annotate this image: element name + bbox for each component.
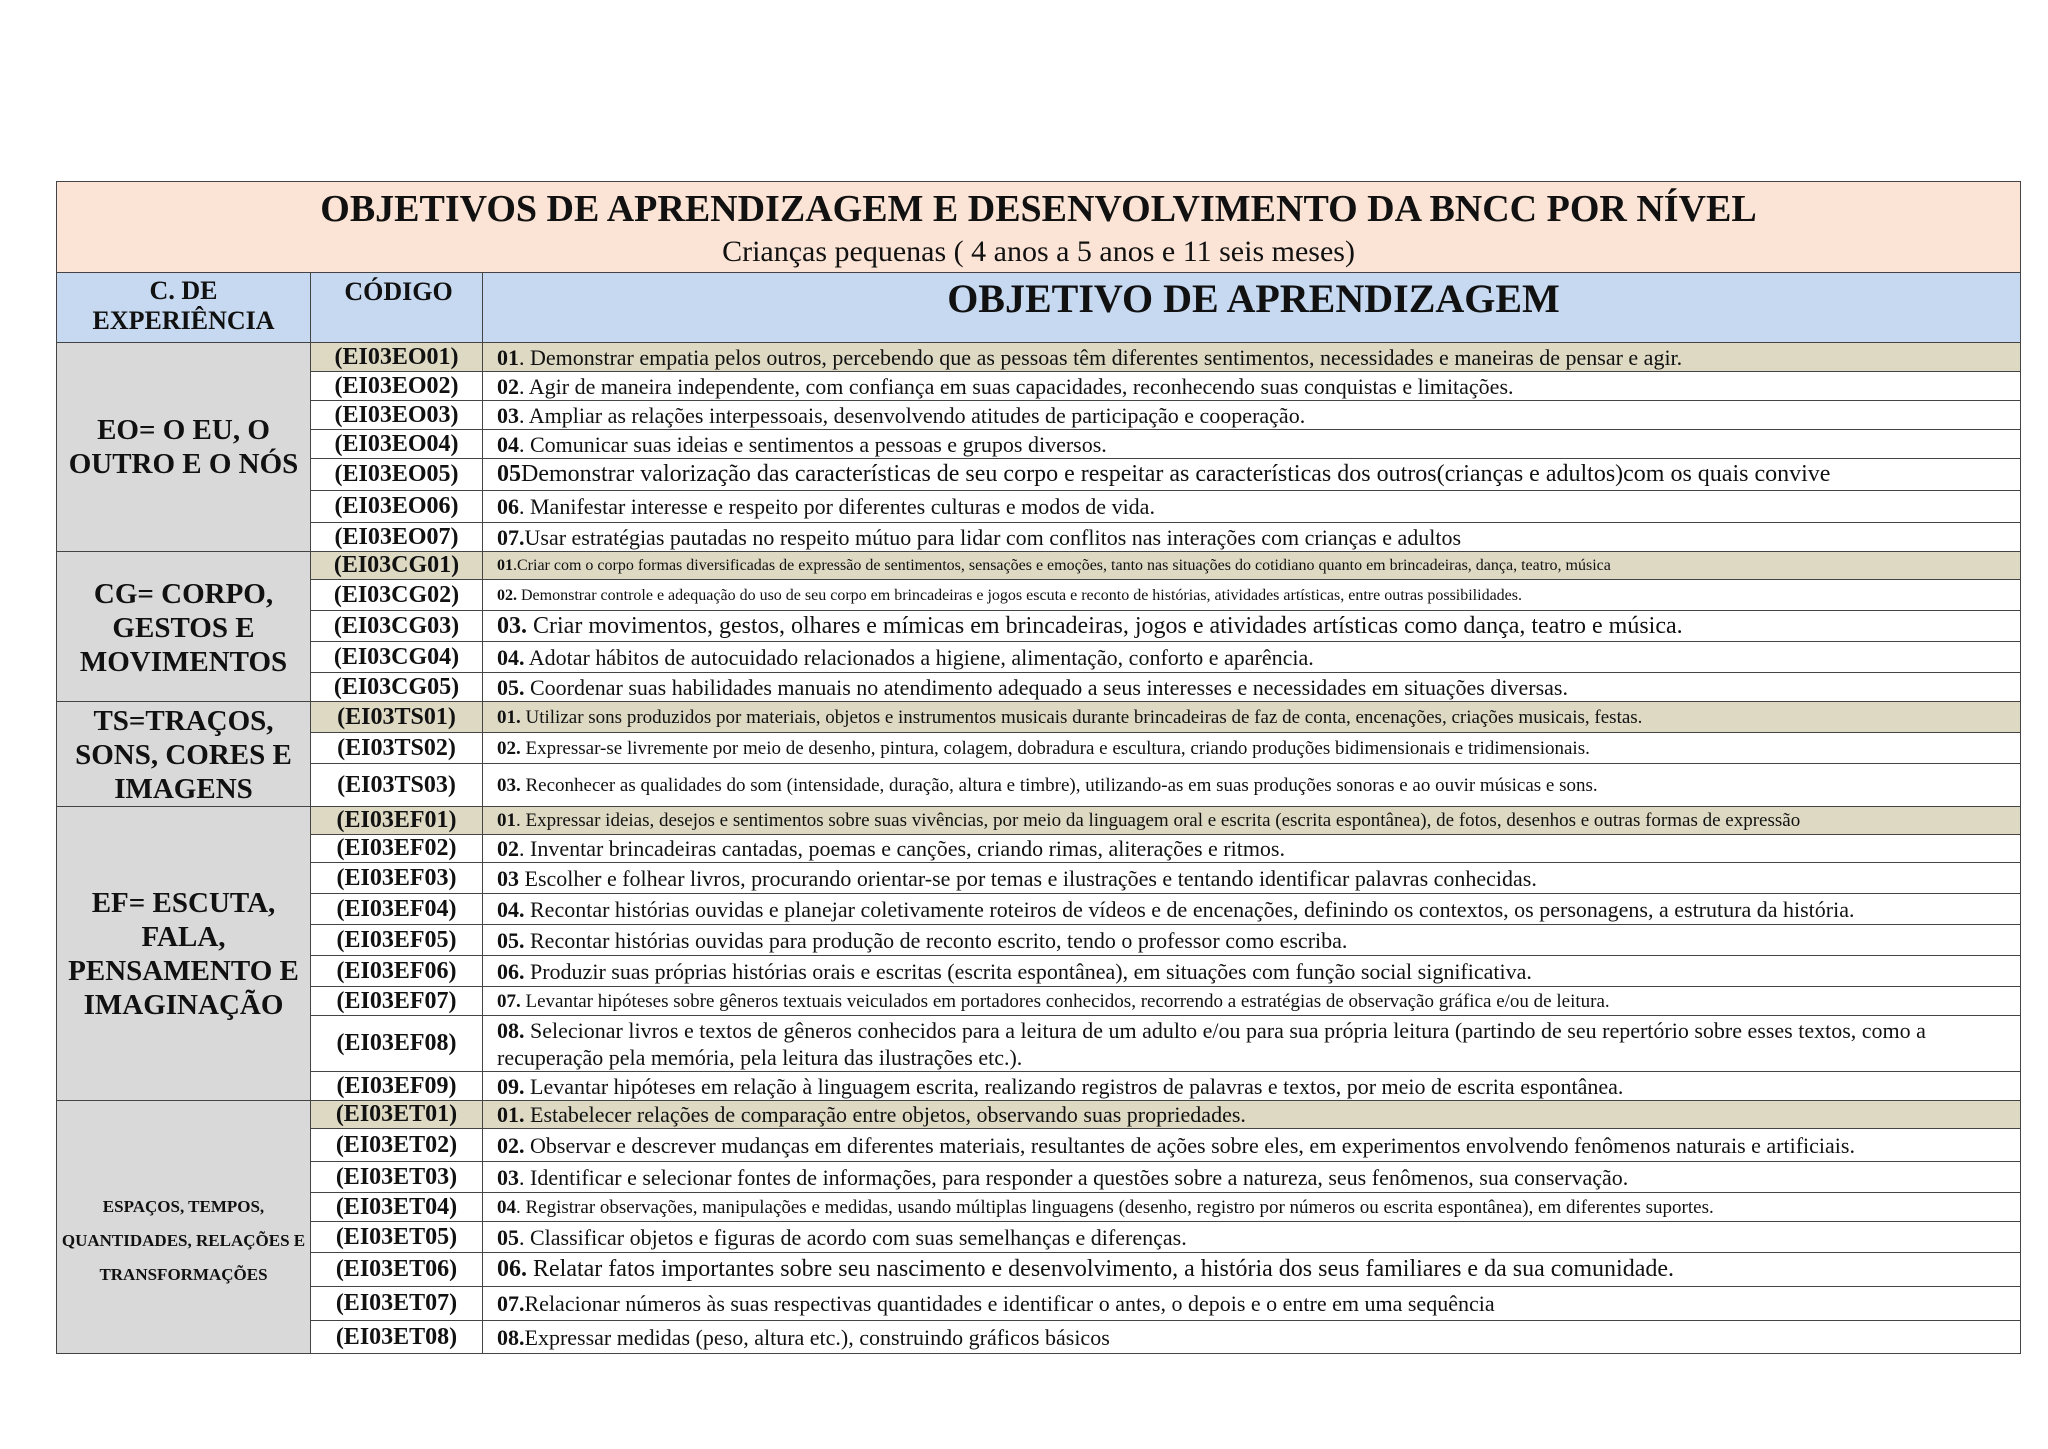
objective-number: 03. xyxy=(497,612,527,639)
objective-text-cell xyxy=(483,673,2021,702)
objective-text: Relatar fatos importantes sobre seu nascimento e desenvolvimento, a história dos seus familiares e da sua comunidade. xyxy=(527,1256,1675,1282)
objective-code: (EI03EF06) xyxy=(311,956,483,987)
objective-text: . Demonstrar empatia pelos outros, percebendo que as pessoas têm diferentes sentimentos, necessidades e maneiras de pensar e agir. xyxy=(519,344,1683,370)
objective-text: . Expressar ideias, desejos e sentimentos sobre suas vivências, por meio da linguagem oral e escrita (escrita espontânea), de fotos, desenhos e outras formas de expressão xyxy=(516,810,1801,831)
table-row xyxy=(57,863,2021,894)
objective-number: 02 xyxy=(497,836,519,861)
objective-number: 05 xyxy=(497,1224,519,1250)
table-row xyxy=(57,1193,2021,1222)
objective-text-cell xyxy=(483,580,2021,611)
table-row xyxy=(57,956,2021,987)
table-row xyxy=(57,552,2021,580)
objective-text-cell xyxy=(483,491,2021,523)
objective-text: . Comunicar suas ideias e sentimentos a pessoas e grupos diversos. xyxy=(519,431,1107,457)
table-row xyxy=(57,1287,2021,1321)
objective-text-cell xyxy=(483,863,2021,894)
objective-text-cell xyxy=(483,1129,2021,1162)
objective-number: 07. xyxy=(497,1291,525,1316)
experience-area: EO= O EU, O OUTRO E O NÓS xyxy=(57,343,311,552)
objective-number: 01. xyxy=(497,706,521,728)
objective-text-cell xyxy=(483,1222,2021,1253)
objective-text-cell xyxy=(483,372,2021,401)
objective-text: . Inventar brincadeiras cantadas, poemas e canções, criando rimas, aliterações e ritmos. xyxy=(519,836,1285,861)
objective-code: (EI03ET05) xyxy=(311,1222,483,1253)
table-row xyxy=(57,1253,2021,1287)
bncc-objectives-table xyxy=(56,181,2021,1354)
objective-code: (EI03CG02) xyxy=(311,580,483,611)
table-row xyxy=(57,343,2021,372)
table-row xyxy=(57,673,2021,702)
objective-text: Produzir suas próprias histórias orais e escritas (escrita espontânea), em situações com função social significativa. xyxy=(524,958,1532,984)
objective-text-cell xyxy=(483,1253,2021,1287)
objective-code: (EI03EF01) xyxy=(311,807,483,835)
objective-text-cell xyxy=(483,733,2021,764)
title-cell xyxy=(57,182,2021,273)
objective-code: (EI03CG04) xyxy=(311,642,483,673)
objective-code: (EI03EO06) xyxy=(311,491,483,523)
objective-code: (EI03EO04) xyxy=(311,430,483,459)
objective-text-cell xyxy=(483,1016,2021,1072)
objective-text-cell xyxy=(483,401,2021,430)
experience-area: TS=TRAÇOS, SONS, CORES E IMAGENS xyxy=(57,702,311,807)
table-row xyxy=(57,611,2021,642)
objective-text: .Criar com o corpo formas diversificadas de expressão de sentimentos, sensações e emoções, tanto nas situações do cotidiano quanto em brincadeiras, dança, teatro, música xyxy=(513,557,1611,574)
objective-number: 09. xyxy=(497,1073,525,1099)
objective-code: (EI03ET01) xyxy=(311,1101,483,1129)
objective-number: 07. xyxy=(497,524,525,550)
objective-text: Coordenar suas habilidades manuais no atendimento adequado a seus interesses e necessidades em situações diversas. xyxy=(524,674,1568,700)
objective-number: 02. xyxy=(497,1132,525,1158)
objective-text: . Agir de maneira independente, com confiança em suas capacidades, reconhecendo suas conquistas e limitações. xyxy=(519,373,1514,399)
objective-code: (EI03EO01) xyxy=(311,343,483,372)
objective-text: Expressar-se livremente por meio de desenho, pintura, colagem, dobradura e escultura, criando produções bidimensionais e tridimensionais. xyxy=(520,737,1590,759)
objective-number: 04. xyxy=(497,896,525,922)
objective-text: Usar estratégias pautadas no respeito mútuo para lidar com conflitos nas interações com crianças e adultos xyxy=(524,524,1462,550)
objective-text-cell xyxy=(483,552,2021,580)
objective-number: 02 xyxy=(497,373,519,399)
table-row xyxy=(57,491,2021,523)
objective-code: (EI03ET07) xyxy=(311,1287,483,1321)
objective-number: 01 xyxy=(497,557,513,574)
objective-text-cell xyxy=(483,1287,2021,1321)
header-area: C. DE EXPERIÊNCIA xyxy=(57,273,311,343)
objective-number: 04 xyxy=(497,1196,516,1218)
table-row xyxy=(57,1129,2021,1162)
table-row xyxy=(57,1321,2021,1354)
objective-text: . Identificar e selecionar fontes de informações, para responder a questões sobre a natureza, seus fenômenos, sua conservação. xyxy=(519,1164,1629,1190)
objective-code: (EI03EF07) xyxy=(311,987,483,1016)
objective-text: . Ampliar as relações interpessoais, desenvolvendo atitudes de participação e cooperação. xyxy=(519,402,1306,428)
table-row xyxy=(57,372,2021,401)
objective-code: (EI03EO02) xyxy=(311,372,483,401)
objective-code: (EI03CG03) xyxy=(311,611,483,642)
table-row xyxy=(57,733,2021,764)
objective-number: 02. xyxy=(497,737,521,759)
table-row xyxy=(57,401,2021,430)
table-row xyxy=(57,702,2021,733)
header-objective: OBJETIVO DE APRENDIZAGEM xyxy=(483,273,2021,343)
table-row xyxy=(57,523,2021,552)
objective-number: 01 xyxy=(497,344,519,370)
table-row xyxy=(57,835,2021,863)
table-row xyxy=(57,1101,2021,1129)
table-row xyxy=(57,1222,2021,1253)
objective-code: (EI03ET04) xyxy=(311,1193,483,1222)
table-row xyxy=(57,430,2021,459)
objective-text-cell xyxy=(483,894,2021,925)
objective-code: (EI03EO03) xyxy=(311,401,483,430)
table-row xyxy=(57,807,2021,835)
objective-text-cell xyxy=(483,987,2021,1016)
objective-text-cell xyxy=(483,430,2021,459)
objective-text: Recontar histórias ouvidas e planejar coletivamente roteiros de vídeos e de encenações, definindo os contextos, os personagens, a estrutura da história. xyxy=(524,896,1855,922)
table-row xyxy=(57,1016,2021,1072)
table-row xyxy=(57,764,2021,807)
table-row xyxy=(57,642,2021,673)
experience-area: EF= ESCUTA, FALA, PENSAMENTO E IMAGINAÇÃO xyxy=(57,807,311,1101)
objective-text: Expressar medidas (peso, altura etc.), construindo gráficos básicos xyxy=(524,1324,1110,1350)
objective-text: Demonstrar controle e adequação do uso de seu corpo em brincadeiras e jogos escuta e reconto de histórias, atividades artísticas, entre outras possibilidades. xyxy=(517,586,1522,604)
objective-number: 03 xyxy=(497,865,519,891)
objective-code: (EI03ET08) xyxy=(311,1321,483,1354)
objective-code: (EI03EF05) xyxy=(311,925,483,956)
objective-number: 06. xyxy=(497,958,525,984)
objective-code: (EI03TS02) xyxy=(311,733,483,764)
table-row xyxy=(57,987,2021,1016)
objective-number: 05. xyxy=(497,927,525,953)
objective-number: 01 xyxy=(497,810,516,831)
objective-number: 04. xyxy=(497,644,525,670)
objective-number: 03 xyxy=(497,1164,519,1190)
objective-text: Selecionar livros e textos de gêneros conhecidos para a leitura de um adulto e/ou para sua própria leitura (partindo de seu repertório sobre esses textos, como a recuperação pela memória, pela leitura das ilustrações etc.). xyxy=(497,1017,1926,1070)
objective-number: 01. xyxy=(497,1102,525,1127)
objective-text: Criar movimentos, gestos, olhares e mímicas em brincadeiras, jogos e atividades artísticas como dança, teatro e música. xyxy=(527,612,1683,639)
objective-text: Estabelecer relações de comparação entre objetos, observando suas propriedades. xyxy=(524,1102,1246,1127)
objective-number: 08. xyxy=(497,1324,525,1350)
objective-text: Reconhecer as qualidades do som (intensidade, duração, altura e timbre), utilizando-as em suas produções sonoras e ao ouvir músicas e sons. xyxy=(520,774,1598,796)
objective-text-cell xyxy=(483,1101,2021,1129)
objective-code: (EI03EF03) xyxy=(311,863,483,894)
objective-text: Recontar histórias ouvidas para produção de reconto escrito, tendo o professor como escriba. xyxy=(524,927,1348,953)
objective-text-cell xyxy=(483,764,2021,807)
objective-text: . Manifestar interesse e respeito por diferentes culturas e modos de vida. xyxy=(519,494,1155,519)
table-row xyxy=(57,894,2021,925)
objective-text-cell xyxy=(483,807,2021,835)
objective-code: (EI03ET06) xyxy=(311,1253,483,1287)
header-code: CÓDIGO xyxy=(311,273,483,343)
experience-area: CG= CORPO, GESTOS E MOVIMENTOS xyxy=(57,552,311,702)
objective-text-cell xyxy=(483,835,2021,863)
objective-text: Demonstrar valorização das características de seu corpo e respeitar as características dos outros(crianças e adultos)com os quais convive xyxy=(521,461,1831,487)
objective-code: (EI03ET03) xyxy=(311,1162,483,1193)
objective-text: Levantar hipóteses em relação à linguagem escrita, realizando registros de palavras e textos, por meio de escrita espontânea. xyxy=(524,1073,1624,1099)
table-row xyxy=(57,459,2021,491)
objective-number: 05 xyxy=(497,461,521,487)
objective-text: Escolher e folhear livros, procurando orientar-se por temas e ilustrações e tentando identificar palavras conhecidas. xyxy=(519,865,1537,891)
objective-code: (EI03TS01) xyxy=(311,702,483,733)
objective-code: (EI03EF08) xyxy=(311,1016,483,1072)
objective-number: 06 xyxy=(497,494,519,519)
objective-text: . Classificar objetos e figuras de acordo com suas semelhanças e diferenças. xyxy=(519,1224,1187,1250)
objective-number: 05. xyxy=(497,674,525,700)
objective-number: 07. xyxy=(497,990,521,1012)
objective-text: Relacionar números às suas respectivas quantidades e identificar o antes, o depois e o entre em uma sequência xyxy=(524,1291,1495,1316)
objective-code: (EI03TS03) xyxy=(311,764,483,807)
objective-text: Observar e descrever mudanças em diferentes materiais, resultantes de ações sobre eles, em experimentos envolvendo fenômenos naturais e artificiais. xyxy=(524,1132,1855,1158)
objective-code: (EI03EO07) xyxy=(311,523,483,552)
objective-text-cell xyxy=(483,1162,2021,1193)
objective-text: Adotar hábitos de autocuidado relacionados a higiene, alimentação, conforto e aparência. xyxy=(524,644,1314,670)
objective-code: (EI03EO05) xyxy=(311,459,483,491)
objective-text-cell xyxy=(483,1321,2021,1354)
table-row xyxy=(57,925,2021,956)
objective-text: Levantar hipóteses sobre gêneros textuais veiculados em portadores conhecidos, recorrendo a estratégias de observação gráfica e/ou de leitura. xyxy=(520,990,1610,1012)
objective-code: (EI03CG05) xyxy=(311,673,483,702)
objective-number: 03. xyxy=(497,774,521,796)
objective-number: 03 xyxy=(497,402,519,428)
objective-text-cell xyxy=(483,343,2021,372)
table-row xyxy=(57,580,2021,611)
objective-number: 08. xyxy=(497,1017,525,1043)
objective-text: Utilizar sons produzidos por materiais, objetos e instrumentos musicais durante brincadeiras de faz de conta, encenações, criações musicais, festas. xyxy=(520,706,1643,728)
objective-code: (EI03EF02) xyxy=(311,835,483,863)
objective-text-cell xyxy=(483,642,2021,673)
objective-text-cell xyxy=(483,925,2021,956)
objective-text-cell xyxy=(483,459,2021,491)
objective-number: 02. xyxy=(497,586,517,604)
objective-number: 04 xyxy=(497,431,519,457)
page-title: OBJETIVOS DE APRENDIZAGEM E DESENVOLVIMENTO DA BNCC POR NÍVEL xyxy=(320,188,1757,230)
objective-text-cell xyxy=(483,1072,2021,1101)
objective-code: (EI03ET02) xyxy=(311,1129,483,1162)
objective-text-cell xyxy=(483,523,2021,552)
page-subtitle: Crianças pequenas ( 4 anos a 5 anos e 11 seis meses) xyxy=(722,235,1355,268)
objective-text-cell xyxy=(483,702,2021,733)
objective-text-cell xyxy=(483,611,2021,642)
objective-code: (EI03CG01) xyxy=(311,552,483,580)
objective-text-cell xyxy=(483,956,2021,987)
objective-code: (EI03EF04) xyxy=(311,894,483,925)
experience-area: ESPAÇOS, TEMPOS, QUANTIDADES, RELAÇÕES E TRANSFORMAÇÕES xyxy=(57,1101,311,1354)
objective-text: . Registrar observações, manipulações e medidas, usando múltiplas linguagens (desenho, registro por números ou escrita espontânea), em diferentes suportes. xyxy=(516,1196,1714,1218)
table-row xyxy=(57,1072,2021,1101)
table-row xyxy=(57,1162,2021,1193)
objective-text-cell xyxy=(483,1193,2021,1222)
objective-number: 06. xyxy=(497,1256,527,1282)
objective-code: (EI03EF09) xyxy=(311,1072,483,1101)
